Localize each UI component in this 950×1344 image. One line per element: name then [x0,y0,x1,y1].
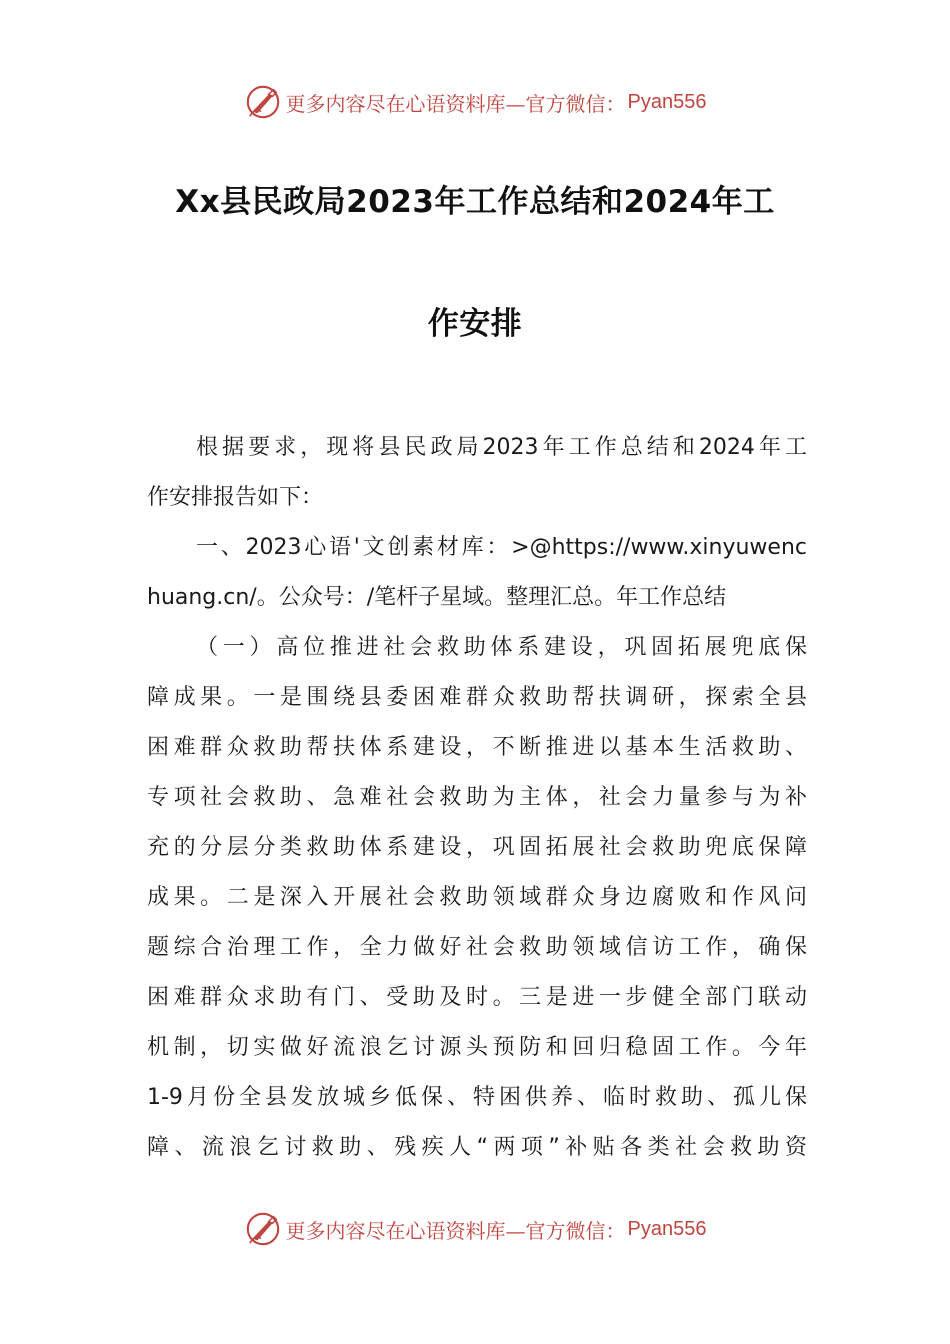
document-title-line-1: Xx县民政局2023年工作总结和2024年工 [175,184,775,220]
body-line: 障成果。一是围绕县委困难群众救助帮扶调研，探索全县 [147,685,807,710]
pen-nib-logo-icon [244,83,282,121]
header-watermark [0,82,950,122]
watermark-text: 更多内容尽在心语资料库—官方微信： [285,1218,626,1243]
pen-nib-logo-icon [244,1210,282,1248]
body-line: 机制，切实做好流浪乞讨源头预防和回归稳固工作。今年 [147,1035,807,1060]
body-line: 一、2023心语'文创素材库：>@https://www.xinyuwenc [196,535,807,560]
body-line: 作安排报告如下： [147,485,324,510]
body-line: 充的分层分类救助体系建设，巩固拓展社会救助兜底保障 [147,835,807,860]
footer-watermark [0,1209,950,1249]
body-line: 困难群众求助有门、受助及时。三是进一步健全部门联动 [147,985,807,1010]
watermark-text: 更多内容尽在心语资料库—官方微信： [285,91,626,116]
watermark-wechat-id: Pyan556 [627,1217,707,1240]
body-line: 困难群众救助帮扶体系建设，不断推进以基本生活救助、 [147,735,807,760]
body-line: （一）高位推进社会救助体系建设，巩固拓展兜底保 [196,635,807,660]
body-line: 1-9月份全县发放城乡低保、特困供养、临时救助、孤儿保 [147,1085,807,1110]
body-line: 成果。二是深入开展社会救助领域群众身边腐败和作风问 [147,885,807,910]
body-line: huang.cn/。公众号：/笔杆子星域。整理汇总。年工作总结 [147,585,727,610]
body-line: 题综合治理工作，全力做好社会救助领域信访工作，确保 [147,935,807,960]
watermark-wechat-id: Pyan556 [627,90,707,113]
body-line: 专项社会救助、急难社会救助为主体，社会力量参与为补 [147,785,807,810]
body-line: 根据要求，现将县民政局2023年工作总结和2024年工 [196,435,807,460]
body-line: 障、流浪乞讨救助、残疾人“两项”补贴各类社会救助资 [147,1135,807,1160]
document-title-line-2: 作安排 [427,306,523,342]
